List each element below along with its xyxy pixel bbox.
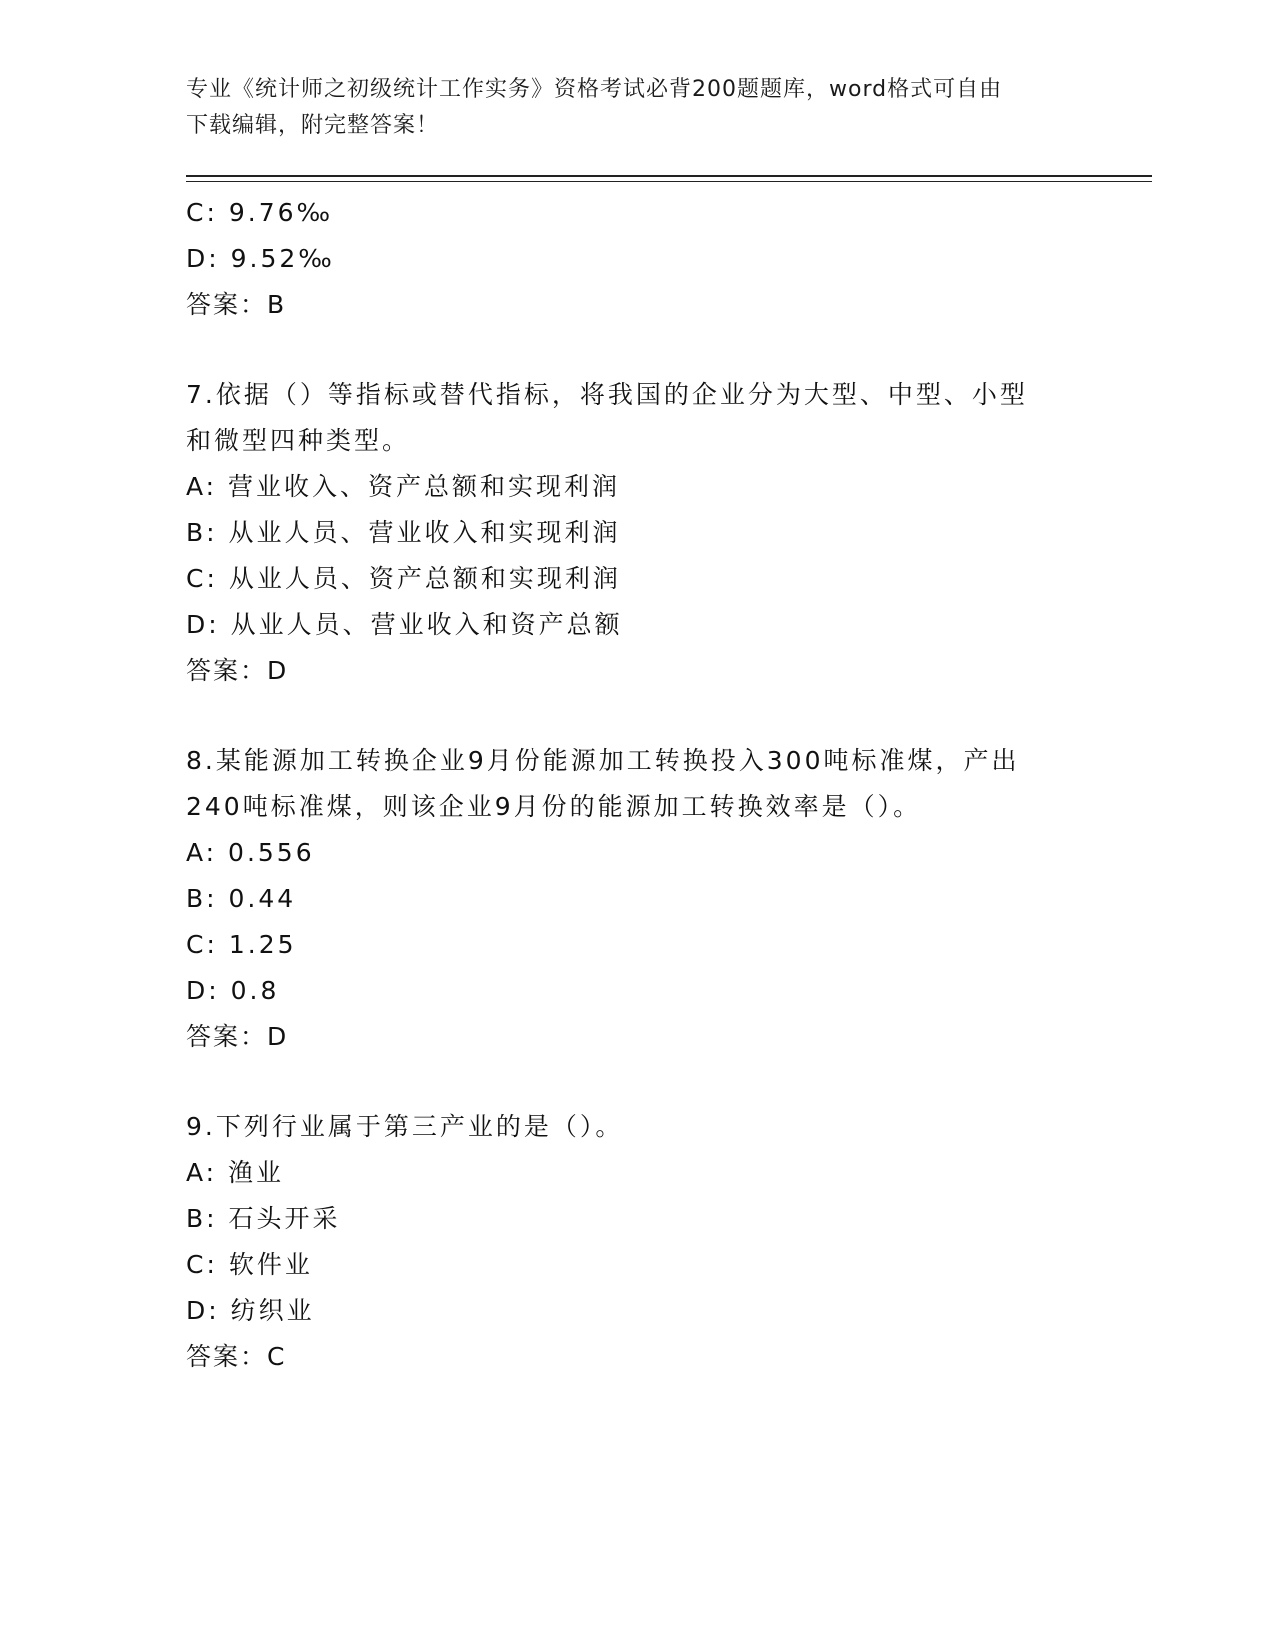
question-8 xyxy=(186,738,1086,1060)
option-label: B: xyxy=(186,518,218,547)
option-label: C: xyxy=(186,198,218,227)
option-label: D: xyxy=(186,610,220,639)
option-a xyxy=(186,830,1086,876)
answer-label: 答案： xyxy=(186,656,268,685)
answer-value: C xyxy=(267,1342,285,1371)
question-6-tail xyxy=(186,190,1086,328)
option-label: B: xyxy=(186,1204,218,1233)
document-body xyxy=(186,190,1086,1380)
question-7 xyxy=(186,372,1086,694)
header-divider-thin xyxy=(186,181,1152,182)
option-c xyxy=(186,556,1086,602)
option-text: 9.76‰ xyxy=(228,198,334,227)
option-label: A: xyxy=(186,1158,218,1187)
option-d xyxy=(186,602,1086,648)
header-divider-thick xyxy=(186,175,1152,177)
option-b xyxy=(186,1196,1086,1242)
option-text: 软件业 xyxy=(228,1250,313,1279)
answer-value: D xyxy=(267,656,287,685)
option-d xyxy=(186,236,1086,282)
option-text: 0.556 xyxy=(228,838,315,867)
answer-line xyxy=(186,282,1086,328)
option-a xyxy=(186,464,1086,510)
option-c xyxy=(186,922,1086,968)
option-label: B: xyxy=(186,884,218,913)
answer-line xyxy=(186,1014,1086,1060)
answer-label: 答案： xyxy=(186,290,268,319)
option-a xyxy=(186,1150,1086,1196)
question-stem-line-1: 9.下列行业属于第三产业的是（）。 xyxy=(186,1112,624,1141)
answer-line xyxy=(186,648,1086,694)
option-c xyxy=(186,1242,1086,1288)
option-label: A: xyxy=(186,838,218,867)
option-b xyxy=(186,876,1086,922)
answer-value: B xyxy=(267,290,285,319)
option-text: 营业收入、资产总额和实现利润 xyxy=(228,472,621,501)
question-stem-line-2: 和微型四种类型。 xyxy=(186,426,411,455)
option-text: 从业人员、营业收入和资产总额 xyxy=(230,610,623,639)
option-b xyxy=(186,510,1086,556)
question-stem-line-2: 240吨标准煤，则该企业9月份的能源加工转换效率是（）。 xyxy=(186,792,922,821)
question-stem xyxy=(186,1104,1066,1150)
option-text: 渔业 xyxy=(228,1158,285,1187)
option-text: 0.8 xyxy=(230,976,280,1005)
header-line-1: 专业《统计师之初级统计工作实务》资格考试必背200题题库，word格式可自由 xyxy=(186,77,1003,102)
option-d xyxy=(186,968,1086,1014)
option-d xyxy=(186,1288,1086,1334)
answer-label: 答案： xyxy=(186,1342,268,1371)
question-stem-line-1: 8.某能源加工转换企业9月份能源加工转换投入300吨标准煤，产出 xyxy=(186,746,1020,775)
answer-value: D xyxy=(267,1022,287,1051)
option-label: A: xyxy=(186,472,218,501)
option-label: C: xyxy=(186,564,218,593)
option-text: 从业人员、营业收入和实现利润 xyxy=(228,518,621,547)
question-stem xyxy=(186,372,1066,464)
question-stem xyxy=(186,738,1066,830)
header-line-2: 下载编辑，附完整答案！ xyxy=(186,113,440,138)
option-text: 1.25 xyxy=(228,930,297,959)
option-label: D: xyxy=(186,976,220,1005)
page-header xyxy=(186,72,1066,144)
option-text: 纺织业 xyxy=(230,1296,315,1325)
option-text: 9.52‰ xyxy=(230,244,335,273)
option-label: C: xyxy=(186,1250,218,1279)
option-text: 石头开采 xyxy=(228,1204,341,1233)
option-label: D: xyxy=(186,1296,220,1325)
option-c xyxy=(186,190,1086,236)
option-text: 0.44 xyxy=(228,884,297,913)
option-label: D: xyxy=(186,244,220,273)
question-9 xyxy=(186,1104,1086,1380)
option-text: 从业人员、资产总额和实现利润 xyxy=(228,564,621,593)
answer-line xyxy=(186,1334,1086,1380)
question-stem-line-1: 7.依据（）等指标或替代指标，将我国的企业分为大型、中型、小型 xyxy=(186,380,1028,409)
answer-label: 答案： xyxy=(186,1022,268,1051)
option-label: C: xyxy=(186,930,218,959)
